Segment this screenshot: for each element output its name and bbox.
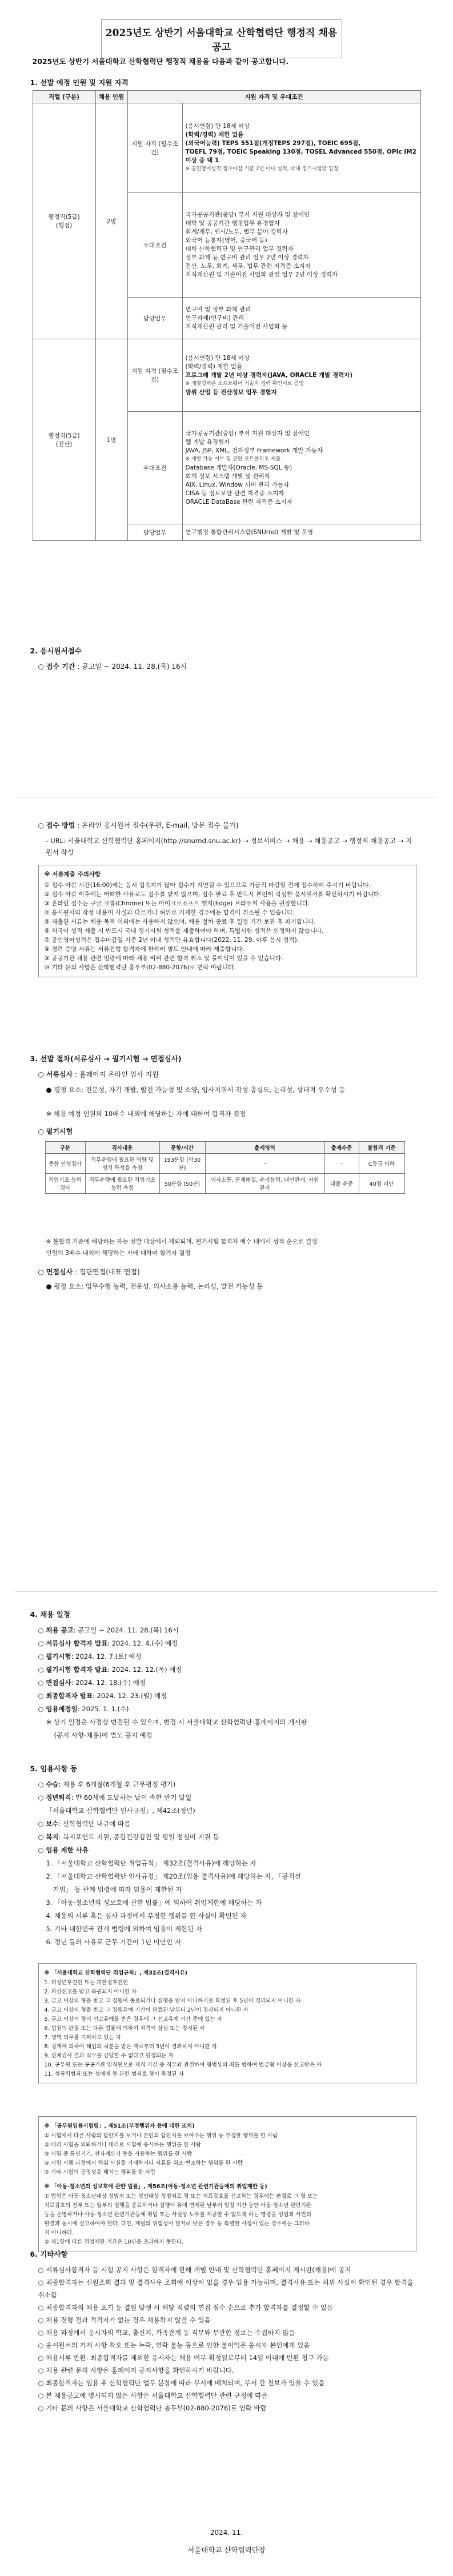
content-cell <box>182 103 420 193</box>
line: ※ 개발 가능 여부 및 관련 포트폴리오 제출 <box>185 456 281 462</box>
misc-text: 채용 전형 결과 적격자가 없는 경우 채용하지 않을 수 있음 <box>46 2316 211 2324</box>
misc-text: 기타 문의 사항은 서울대학교 산학협력단 총무부(02-880-2076)로 연락 바람 <box>46 2404 267 2412</box>
appointment-note: 「서울대학교 산학협력단 인사규정」, 제42조(정년) <box>46 1807 195 1815</box>
issuer-name: 서울대학교 산학협력단장 <box>187 2546 266 2554</box>
appointment-label: 복지 <box>46 1833 59 1841</box>
appointment-item: ○ 임용 제한 사유 <box>38 1846 89 1854</box>
appointment-value: : 복지포인트 지원, 종합건강검진 및 평일 점심비 지원 등 <box>58 1833 219 1841</box>
rules-line: 판결과 동시에 선고하여야 한다. 다만, 재범의 위험성이 현저히 낮은 경우 등 특별한 사정이 있는 경우에는 그러하 <box>44 2221 310 2227</box>
rules-line: 5. 금고 이상의 형의 선고유예를 받은 경우에 그 선고유예 기간 중에 있는 자 <box>44 2016 222 2023</box>
section-2-heading: 2. 응시원서접수 <box>30 647 82 655</box>
count-cell: 2명 <box>95 103 127 339</box>
notice-line: ② 접수 마감 이후에는 어떠한 사유로도 접수를 받지 않으며, 접수 완료 후 반드시 본인이 작성한 응시원서를 확인하시기 바랍니다. <box>44 891 382 898</box>
restriction-line: 2. 「서울대학교 산학협력단 인사규정」 제20조(임용 결격사유)에 해당하는 자, 「공직선 <box>46 1872 301 1880</box>
rules-line: ① 시험에서 다른 사람의 답안지를 보거나 본인의 답안지를 보여주는 행위 등 부정한 행위를 한 사람 <box>44 2133 278 2139</box>
table-header-row <box>33 91 420 103</box>
cell: 50문항 (50분) <box>159 1174 205 1194</box>
rules-line: 치료감호의 전부 또는 일부의 집행을 종료하거나 집행이 유예·면제된 날부터 일정 기간 동안 아동·청소년 관련기관 <box>44 2202 311 2209</box>
appointment-list <box>38 1778 415 1949</box>
misc-text: 최종합격자는 신원조회 결과 및 결격사유 조회에 이상이 없을 경우 임용 가능하며, 결격사유 또는 허위 사실이 확인된 경우 합격을 취소함 <box>38 2278 414 2299</box>
bullet-text: 평정 요소: 전문성, 자기 개발, 발전 가능성 및 소양, 입사지원서 작성 충실도, 논리성, 상대적 우수성 등 <box>54 1086 346 1094</box>
notice-sheet-2 <box>15 797 438 1591</box>
line: (학력/경력) 제한 없음 <box>185 363 243 370</box>
rules-box-title: ※ 「공무원임용시험령」, 제51조(부정행위자 등에 대한 조치) <box>44 2123 195 2129</box>
doc-review-value: : 홈페이지 온라인 입사 지원 <box>75 1070 159 1078</box>
cell: 직무수행에 필요한 직업기초능력 측정 <box>85 1174 159 1194</box>
method-value: : 온라인 응시원서 접수(우편, E-mail, 방문 접수 불가) <box>77 821 239 829</box>
rules-box-exam <box>38 2116 416 2252</box>
line: 연구행정 통합관리시스템(SNUrnd) 개발 및 운영 <box>185 528 313 536</box>
table-header-row <box>45 1142 404 1154</box>
cell: 의사소통, 문제해결, 수리능력, 대인관계, 자원관리 <box>205 1174 324 1194</box>
bullet-text: 평정 요소: 업무수행 능력, 전문성, 의사소통 능력, 논리성, 발전 가능성 등 <box>54 1282 263 1290</box>
schedule-label: 필기시험 <box>46 1652 71 1660</box>
cell: C등급 이하 <box>359 1154 404 1174</box>
table-row <box>33 103 420 193</box>
track-sub: (전산) <box>55 441 73 448</box>
line: (학력/경력) 제한 없음 <box>185 131 244 138</box>
line: ORACLE DataBase 관련 자격증 소지자 <box>185 498 292 505</box>
rules-line: 9. 신체검사 결과 직무를 감당할 수 없다고 인정되는 자 <box>44 2053 174 2059</box>
misc-item: ○ 채용 관련 문의 사항은 홈페이지 공지사항을 확인하시기 바랍니다. <box>38 2366 234 2374</box>
qualification-table <box>33 90 421 541</box>
misc-item: ○ 서류심사합격자 등 시험 공지 사항은 합격자에 한해 개별 안내 및 산학협력단 홈페이지 게시판(채용)에 공지 <box>38 2266 351 2274</box>
track-sub: (행정) <box>55 222 73 229</box>
count-cell: 1명 <box>95 339 127 541</box>
misc-text: 최종합격자는 임용 후 산학협력단 업무 분장에 따라 부서에 배치되며, 부서 간 전보가 있을 수 있음 <box>46 2379 325 2387</box>
schedule-label: 필기시험 합격자 발표 <box>46 1666 108 1674</box>
label-cell: 우대조건 <box>127 412 182 524</box>
method-item: ○ 접수 방법 : 온라인 응시원서 접수(우편, E-mail, 방문 접수 불가) <box>38 821 239 829</box>
misc-text: 채용 과정에서 응시자의 학교, 출신지, 가족관계 등 직무와 무관한 정보는 수집하지 않음 <box>46 2329 295 2337</box>
track-name: 행정직(5급) <box>48 214 80 220</box>
content-cell <box>182 339 420 412</box>
rules-line: 1. 피성년후견인 또는 피한정후견인 <box>44 1980 129 1986</box>
line: (응시연령) 만 18세 이상 <box>185 354 250 362</box>
line: 프로그래 개발 2년 이상 경력자(JAVA, ORACLE 개발 경력자) <box>185 371 353 379</box>
col-time: 문항/시간 <box>159 1142 205 1154</box>
schedule-value: : 공고일 ~ 2024. 11. 28.(목) 16시 <box>73 1626 179 1634</box>
misc-item: ○ 채용 과정에서 응시자의 학교, 출신지, 가족관계 등 직무와 무관한 정보는 수집하지 않음 <box>38 2329 295 2337</box>
written-exam-item: ○ 필기시험 <box>38 1127 73 1135</box>
misc-item: ○ 최종합격자의 채용 포기 등 결원 발생 시 해당 직렬의 면접 점수 순으로 추가 합격자를 결정할 수 있음 <box>38 2304 334 2312</box>
appointment-item: ○ 보수: 산학협력단 내규에 따름 <box>38 1820 131 1828</box>
track-name: 행정직(5급) <box>48 432 80 439</box>
notice-line: ⑦ 공인영어성적은 접수마감일 기준 2년 이내 성적만 유효합니다(2022. 11. 29. 이후 응시 성적). <box>44 937 299 944</box>
appointment-label: 수습 <box>46 1780 59 1788</box>
misc-item: ○ 기타 문의 사항은 서울대학교 산학협력단 총무부(02-880-2076)로 연락 바람 <box>38 2404 267 2412</box>
rules-line: 2. 파산선고를 받고 복권되지 아니한 자 <box>44 1989 137 1995</box>
rules-box-employment <box>38 1963 416 2084</box>
appointment-item: ○ 수습: 채용 후 6개월(6개월 후 근무평정 평가) <box>38 1780 176 1788</box>
rules-line: ④ 시험 시행 과정에서 허위 사실을 기재하거나 서류를 위조·변조하는 행위를 한 사람 <box>44 2160 243 2166</box>
appointment-label: 정년퇴직 <box>46 1793 71 1801</box>
rules-box-title: ※ 「서울대학교 산학협력단 취업규칙」, 제32조(결격사유) <box>44 1970 188 1976</box>
misc-text: 채용 관련 문의 사항은 홈페이지 공지사항을 확인하시기 바랍니다. <box>46 2366 234 2374</box>
col-level: 출제수준 <box>324 1142 359 1154</box>
rules-box-title: ※ 「아동·청소년의 성보호에 관한 법률」, 제56조(아동·청소년 관련기관등에의 취업제한 등) <box>44 2184 267 2190</box>
schedule-item: ○ 서류심사 합격자 발표: 2024. 12. 4.(수) 예정 <box>38 1639 178 1647</box>
section-5-heading: 5. 임용사항 등 <box>30 1764 78 1773</box>
appointment-item: ○ 정년퇴직: 만 60세에 도달하는 날이 속한 반기 말일 <box>38 1793 192 1801</box>
section-4-heading: 4. 채용 일정 <box>30 1610 70 1619</box>
notice-line: ① 접수 마감 시간(16:00)에는 동시 접속자가 많아 접수가 지연될 수 있으므로 가급적 마감일 전에 접수하여 주시기 바랍니다. <box>44 882 371 889</box>
line: AIX, Linux, Window 서버 관리 가능자 <box>185 481 290 488</box>
schedule-label: 임용예정일 <box>46 1705 78 1713</box>
line: 연구비 및 정부 과제 관리 <box>185 306 251 313</box>
schedule-item: ○ 임용예정일: 2025. 1. 1.(수) <box>38 1705 129 1713</box>
rules-line: 3. 금고 이상의 형을 받고 그 집행이 종료되거나 집행을 받지 아니하기로 확정된 후 5년이 경과되지 아니한 자 <box>44 1998 301 2004</box>
notice-box <box>38 865 416 977</box>
schedule-value: : 2024. 12. 23.(월) 예정 <box>92 1692 167 1700</box>
line: 회계 정보 시스템 개발 및 관리자 <box>185 472 271 480</box>
period-label: 접수 기간 <box>46 663 75 671</box>
track-cell <box>33 339 95 541</box>
cell: 40점 미만 <box>359 1174 404 1194</box>
col-area: 출제영역 <box>205 1142 324 1154</box>
notice-line: ③ 온라인 접수는 구글 크롬(Chrome) 또는 마이크로소프트 엣지(Edge) 브라우저 사용을 권장합니다. <box>44 900 310 907</box>
schedule-label: 최종합격자 발표 <box>46 1692 93 1700</box>
interview-label: 면접심사 <box>46 1268 73 1276</box>
notice-sheet-1 <box>15 0 438 797</box>
notice-line: ④ 응시원서의 작성 내용이 사실과 다르거나 허위로 기재한 경우에는 합격이 취소될 수 있습니다. <box>44 909 295 916</box>
cell: - <box>324 1154 359 1174</box>
rules-line: ⑤ 기타 시험의 공정성을 해치는 행위를 한 사람 <box>44 2169 156 2176</box>
restriction-line: 4. 채용의 서류 혹은 심사 과정에서 부정한 행위를 한 사실이 확인된 자 <box>46 1912 247 1920</box>
line: ※ 공인영어성적 접수마감 기준 2년 이내 성적, 국내 정기시험만 인정 <box>185 166 339 172</box>
doc-review-item: ○ 서류심사 : 홈페이지 온라인 입사 지원 <box>38 1070 159 1078</box>
schedule-value: : 2024. 12. 12.(목) 예정 <box>107 1666 182 1674</box>
section-3-heading: 3. 선발 절차(서류심사 → 필기시험 → 면접심사) <box>30 1054 182 1063</box>
line: 지식재산권 및 기술이전 사업화 관련 업무 2년 이상 경력자 <box>185 271 338 278</box>
notice-line: ⑤ 제출된 서류는 채용 목적 이외에는 사용하지 않으며, 채용 절차 종료 후 일정 기간 보관 후 파기합니다. <box>44 918 316 925</box>
content-cell <box>182 412 420 524</box>
method-label: 접수 방법 <box>46 821 75 829</box>
label-cell: 지원 자격 (필수조건) <box>127 339 182 412</box>
col-fail: 불합격 기준 <box>359 1142 404 1154</box>
col-track: 직렬 (구분) <box>33 91 95 103</box>
schedule-item: ○ 채용 공고: 공고일 ~ 2024. 11. 28.(목) 16시 <box>38 1626 179 1634</box>
misc-item: ○ 최종합격자는 임용 후 산학협력단 업무 분장에 따라 부서에 배치되며, 부서 간 전보가 있을 수 있음 <box>38 2379 325 2387</box>
misc-item: ○ 채용서류 반환: 최종합격자를 제외한 응시자는 채용 여부 확정일로부터 14일 이내에 반환 청구 가능 <box>38 2354 329 2362</box>
line: 정부 과제 등 연구비 관리 업무 2년 이상 경력자 <box>185 254 309 261</box>
line: 전산, 노무, 회계, 세무, 법무 관련 자격증 소지자 <box>185 263 311 270</box>
content-cell <box>182 524 420 541</box>
written-exam-table <box>45 1141 405 1194</box>
appointment-label: 임용 제한 사유 <box>46 1846 89 1854</box>
line: Database 개발자(Oracle, MS-SQL 등) <box>185 464 292 471</box>
restriction-line: 1. 「서울대학교 산학협력단 취업규칙」 제32조(결격사유)에 해당하는 자 <box>46 1859 256 1867</box>
misc-item: ○ 본 채용공고에 명시되지 않은 사항은 서울대학교 산학협력단 관련 규정에 따름 <box>38 2392 268 2400</box>
schedule-label: 면접심사 <box>46 1679 71 1687</box>
cell: 직무수행에 필요한 역량 및 성격 특성을 측정 <box>85 1154 159 1174</box>
interview-value: : 집단면접(대표 면접) <box>75 1268 140 1276</box>
section-6-heading: 6. 기타사항 <box>30 2250 68 2258</box>
written-exam-label: 필기시험 <box>46 1127 73 1135</box>
label-cell: 담당업무 <box>127 524 182 541</box>
period-item: ○ 접수 기간 : 공고일 ~ 2024. 11. 28.(목) 16시 <box>38 663 187 671</box>
apply-url-line: - URL: 서울대학교 산학협력단 홈페이지(http://snurnd.snu.ac.kr) → 정보서비스 → 채용 → 채용공고 → 행정직 채용공고 → 지원서 작성 <box>46 837 412 856</box>
restriction-line: 3. 「아동·청소년의 성보호에 관한 법률」에 의하여 취업제한에 해당하는 자 <box>46 1899 262 1907</box>
content-cell <box>182 193 420 298</box>
content-cell <box>182 298 420 339</box>
schedule-item: ○ 필기시험 합격자 발표: 2024. 12. 12.(목) 예정 <box>38 1666 182 1674</box>
label-cell: 우대조건 <box>127 193 182 298</box>
line: 회계/재무, 인사/노무, 법무 분야 경력자 <box>185 228 288 235</box>
schedule-value: : 2025. 1. 1.(수) <box>77 1705 129 1713</box>
schedule-value: : 2024. 12. 7.(토) 예정 <box>71 1652 142 1660</box>
col-content: 검사내용 <box>85 1142 159 1154</box>
rules-line: 11. 성폭력범죄 또는 성매매 등 관련 범죄로 형이 확정된 자 <box>44 2071 184 2077</box>
schedule-note: (공지 사항-채용)에 별도 공지 예정 <box>54 1731 153 1739</box>
intro-text: 2025년도 상반기 서울대학교 산학협력단 행정직 채용을 다음과 같이 공고합니다. <box>32 57 289 66</box>
misc-text: 채용서류 반환: 최종합격자를 제외한 응시자는 채용 여부 확정일로부터 14일 이내에 반환 청구 가능 <box>46 2354 329 2362</box>
rules-line: ② 대리 시험을 의뢰하거나 대리로 시험에 응시하는 행위를 한 사람 <box>44 2142 201 2148</box>
notice-line: ⑨ 공공기관 채용 관련 법령에 따라 채용 비위 관련 합격 취소 및 불이익이 있을 수 있습니다. <box>44 955 283 962</box>
notice-line: ⑥ 외국어 성적 제출 시 반드시 국내 정기시험 성적을 제출하여야 하며, 특별시험 성적은 인정하지 않습니다. <box>44 928 324 934</box>
restriction-line: 6. 정년 등의 사유로 근무 기간이 1년 미만인 자 <box>46 1938 181 1946</box>
rules-line: ② 제1항에 따른 취업제한 기간은 10년을 초과하지 못한다. <box>44 2239 184 2245</box>
line: 지식재산권 관리 및 기술이전 사업화 등 <box>185 323 288 330</box>
misc-list <box>38 2264 415 2414</box>
line: 대학 산학협력단 및 연구관리 업무 경력자 <box>185 246 294 252</box>
doc-review-bullet: ● 평정 요소: 전문성, 자기 개발, 발전 가능성 및 소양, 입사지원서 작성 충실도, 논리성, 상대적 우수성 등 <box>46 1086 346 1094</box>
rules-line: ① 법원은 아동·청소년대상 성범죄 또는 성인대상 성범죄로 형 또는 치료감호를 선고하는 경우에는 판결로 그 형 또는 <box>44 2193 318 2200</box>
rules-line: ③ 시험 중 통신기기, 전자계산기 등을 사용하는 행위를 한 사람 <box>44 2151 193 2157</box>
table-row <box>33 339 420 412</box>
misc-text: 서류심사합격자 등 시험 공지 사항은 합격자에 한해 개별 안내 및 산학협력단 홈페이지 게시판(채용)에 공지 <box>46 2266 351 2274</box>
doc-review-label: 서류심사 <box>46 1070 73 1078</box>
cell: - <box>205 1154 324 1174</box>
notice-sheet-3 <box>15 1591 438 2573</box>
rules-line: 10. 공무원 또는 공공기관 임직원으로 재직 기간 중 직무와 관련하여 형법상의 죄를 범하여 벌금형 이상을 선고받은 자 <box>44 2062 322 2068</box>
section-1-heading: 1. 선발 예정 인원 및 지원 자격 <box>30 78 129 87</box>
misc-item: ○ 채용 전형 결과 적격자가 없는 경우 채용하지 않을 수 있음 <box>38 2316 211 2324</box>
cell: 193문항 (약30분) <box>159 1154 205 1174</box>
line: TOEFL 79점, TOEIC Speaking 130점, TOSEL Advanced 550점, OPIc IM2 이상 중 택 1 <box>185 149 416 164</box>
written-note: 인원의 3배수 내외에 해당하는 자에 대하여 합격자 결정 <box>46 1250 191 1257</box>
doc-review-note: ※ 채용 예정 인원의 10배수 내외에 해당하는 자에 대하여 합격자 결정 <box>46 1110 246 1118</box>
line: 연구과제(연구비) 관리 <box>185 314 244 322</box>
notice-box-title: ※ 서류제출 주의사항 <box>44 871 101 878</box>
page-title: 2025년도 상반기 서울대학교 산학협력단 행정직 채용공고 <box>101 19 342 58</box>
col-count: 채용 인원 <box>95 91 127 103</box>
schedule-value: : 2024. 12. 18.(수) 예정 <box>71 1679 146 1687</box>
appointment-label: 보수 <box>46 1820 59 1828</box>
label-cell: 담당업무 <box>127 298 182 339</box>
table-row <box>45 1154 404 1174</box>
appointment-value: : 만 60세에 도달하는 날이 속한 반기 말일 <box>71 1793 192 1801</box>
rules-line: 지 아니하다. <box>44 2230 74 2236</box>
cell: 대졸 수준 <box>324 1174 359 1194</box>
line: (응시연령) 만 18세 이상 <box>185 123 250 130</box>
schedule-label: 채용 공고 <box>46 1626 74 1634</box>
written-note: ※ 불합격 기준에 해당하는 자는 선발 대상에서 제외되며, 필기시험 합격자 배수 내에서 성적 순으로 결정 <box>46 1238 318 1245</box>
line: JAVA, JSP, XML, 전자정부 Framework 개발 가능자 <box>185 447 323 454</box>
interview-item: ○ 면접심사 : 집단면접(대표 면접) <box>38 1268 140 1276</box>
notice-line: ⑩ 기타 문의 사항은 산학협력단 총무부(02-880-2076)로 연락 바랍니다. <box>44 964 236 971</box>
restriction-line: 5. 기타 대한민국 관계 법령에 의하여 임용이 제한된 자 <box>46 1925 203 1933</box>
schedule-label: 서류심사 합격자 발표 <box>46 1639 108 1647</box>
line: 외국어 능통자(영어, 중국어 등) <box>185 237 267 244</box>
notice-line: ⑧ 경력 증명 서류는 서류전형 합격자에 한하여 별도 안내에 따라 제출합니다. <box>44 946 244 953</box>
line: 웹 개발 유경험자 <box>185 438 230 446</box>
interview-bullet: ● 평정 요소: 업무수행 능력, 전문성, 의사소통 능력, 논리성, 발전 가능성 등 <box>46 1282 263 1290</box>
schedule-item: ○ 최종합격자 발표: 2024. 12. 23.(월) 예정 <box>38 1692 167 1700</box>
period-value: : 공고일 ~ 2024. 11. 28.(목) 16시 <box>77 663 187 671</box>
misc-text: 본 채용공고에 명시되지 않은 사항은 서울대학교 산학협력단 관련 규정에 따름 <box>46 2392 268 2400</box>
track-cell <box>33 103 95 339</box>
misc-text: 응시원서의 기재 사항 착오 또는 누락, 연락 불능 등으로 인한 불이익은 응시자 본인에게 있음 <box>46 2341 310 2349</box>
line: 대학 및 공공기관 행정업무 유경험자 <box>185 220 280 227</box>
appointment-item: ○ 복지: 복지포인트 지원, 종합건강검진 및 평일 점심비 지원 등 <box>38 1833 219 1841</box>
schedule-list <box>38 1624 415 1742</box>
appointment-value: : 채용 후 6개월(6개월 후 근무평정 평가) <box>58 1780 176 1788</box>
cell: 직업기초 능력검사 <box>45 1174 85 1194</box>
line: (외국어능력) TEPS 551점(개정TEPS 297점), TOEIC 695점, <box>185 140 361 147</box>
misc-item: ○ 응시원서의 기재 사항 착오 또는 누락, 연락 불능 등으로 인한 불이익은 응시자 본인에게 있음 <box>38 2341 310 2349</box>
rules-line: 4. 금고 이상의 형을 받고 그 집행유예 기간이 완료된 날부터 2년이 경과되지 아니한 자 <box>44 2007 248 2013</box>
rules-line: 등을 운영하거나 아동·청소년 관련기관등에 취업 또는 사실상 노무를 제공할 수 없도록 하는 명령을 성범죄 사건의 <box>44 2212 311 2218</box>
misc-text: 최종합격자의 채용 포기 등 결원 발생 시 해당 직렬의 면접 점수 순으로 추가 합격자를 결정할 수 있음 <box>46 2304 334 2312</box>
line: 국가공공기관(중앙) 부서 지원 대상자 및 장애인 <box>185 430 310 437</box>
notice-date: 2024. 11. <box>210 2529 243 2537</box>
table-row <box>45 1174 404 1194</box>
col-cat: 구분 <box>45 1142 85 1154</box>
restriction-line: 거법」 등 관계 법령에 따라 임용이 제한된 자 <box>53 1885 182 1893</box>
schedule-value: : 2024. 12. 4.(수) 예정 <box>107 1639 178 1647</box>
line: 국가공공기관(중앙) 부서 지원 대상자 및 장애인 <box>185 211 310 218</box>
rules-line: 7. 병역 의무를 기피하고 있는 자 <box>44 2035 121 2041</box>
label-cell: 지원 자격 (필수조건) <box>127 103 182 193</box>
cell: 종합 인성검사 <box>45 1154 85 1174</box>
misc-item: ○ 최종합격자는 신원조회 결과 및 결격사유 조회에 이상이 없을 경우 임용 가능하며, 결격사유 또는 허위 사실이 확인된 경우 합격을 취소함 <box>38 2278 414 2299</box>
appointment-value: : 산학협력단 내규에 따름 <box>58 1820 131 1828</box>
line: CISA 등 정보보안 관련 자격증 소지자 <box>185 489 284 497</box>
line: 방위 산업 등 전산정보 업무 경험자 <box>185 388 277 396</box>
line: ※ 개발경력은 소프트웨어 기술자 경력 확인서로 증빙 <box>185 380 304 387</box>
rules-line: 6. 법원의 판결 또는 다른 법률에 의하여 자격이 상실 또는 정지된 자 <box>44 2025 205 2032</box>
rules-line: 8. 징계에 의하여 해임의 처분을 받은 때로부터 3년이 경과하지 아니한 자 <box>44 2044 217 2050</box>
schedule-item: ○ 면접심사: 2024. 12. 18.(수) 예정 <box>38 1679 146 1687</box>
schedule-item: ○ 필기시험: 2024. 12. 7.(토) 예정 <box>38 1652 142 1660</box>
col-qualification: 지원 자격 및 우대조건 <box>127 91 420 103</box>
schedule-note: ※ 상기 일정은 사정상 변경될 수 있으며, 변경 시 서울대학교 산학협력단 홈페이지의 개시판 <box>46 1718 307 1726</box>
